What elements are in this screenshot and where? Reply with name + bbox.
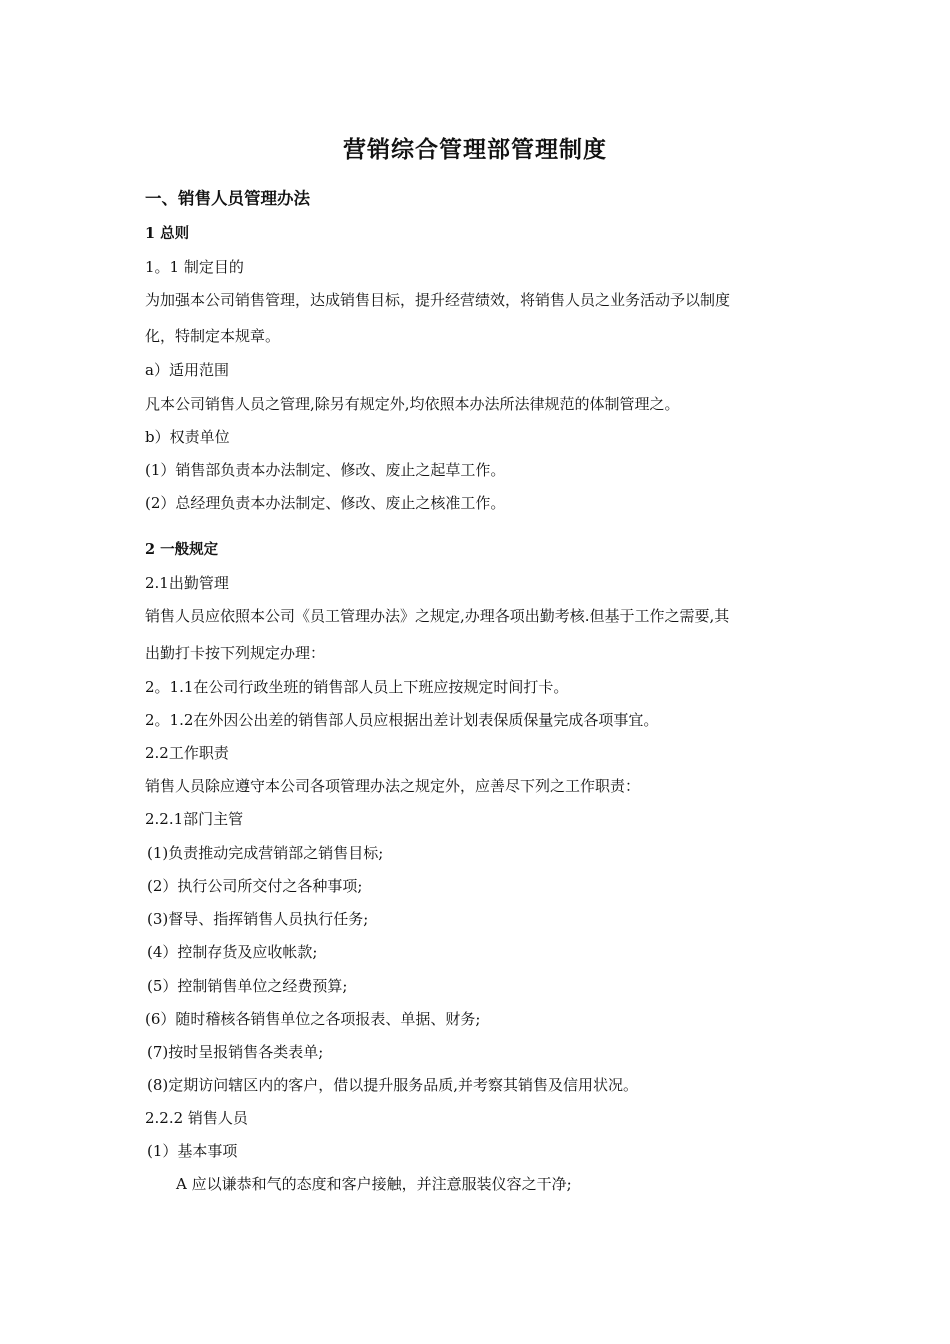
list-item: A 应以谦恭和气的态度和客户接触，并注意服装仪容之干净; [176,1175,572,1193]
paragraph-line: 1。1 制定目的 [145,258,244,276]
paragraph-line: 凡本公司销售人员之管理,除另有规定外,均依照本办法所法律规范的体制管理之。 [145,395,680,413]
list-item: (8)定期访问辖区内的客户，借以提升服务品质,并考察其销售及信用状况。 [147,1076,639,1094]
paragraph-line: 2.2工作职责 [145,744,229,762]
paragraph-line: 化，特制定本规章。 [145,327,281,345]
paragraph-line: 2。1.2在外因公出差的销售部人员应根据出差计划表保质保量完成各项事宜。 [145,711,659,729]
list-item: (3)督导、指挥销售人员执行任务; [147,910,369,928]
list-item: (2）执行公司所交付之各种事项; [147,877,363,895]
list-item: (4）控制存货及应收帐款; [147,943,318,961]
paragraph-line: 销售人员应依照本公司《员工管理办法》之规定,办理各项出勤考核.但基于工作之需要,其 [145,607,730,625]
subsection-heading: 2 一般规定 [145,541,219,558]
list-item: (7)按时呈报销售各类表单; [147,1043,324,1061]
section-heading: 一、销售人员管理办法 [145,189,310,208]
paragraph-line: 为加强本公司销售管理，达成销售目标，提升经营绩效，将销售人员之业务活动予以制度 [145,291,731,309]
paragraph-line: (1）销售部负责本办法制定、修改、废止之起草工作。 [145,461,506,479]
list-item: (1）基本事项 [147,1142,238,1160]
paragraph-line: 出勤打卡按下列规定办理： [145,644,326,662]
list-item: (6）随时稽核各销售单位之各项报表、单据、财务; [145,1010,481,1028]
list-item: (5）控制销售单位之经费预算; [147,977,348,995]
paragraph-line: b）权责单位 [145,428,230,446]
paragraph-line: 销售人员除应遵守本公司各项管理办法之规定外，应善尽下列之工作职责： [145,777,641,795]
paragraph-line: (2）总经理负责本办法制定、修改、废止之核准工作。 [145,494,506,512]
paragraph-line: 2。1.1在公司行政坐班的销售部人员上下班应按规定时间打卡。 [145,678,569,696]
paragraph-line: 2.2.1部门主管 [145,810,244,828]
paragraph-line: 2.2.2 销售人员 [145,1109,248,1127]
subsection-heading: 1 总则 [145,225,190,242]
document-title: 营销综合管理部管理制度 [343,136,607,163]
list-item: (1)负责推动完成营销部之销售目标; [147,844,384,862]
paragraph-line: 2.1出勤管理 [145,574,229,592]
paragraph-line: a）适用范围 [145,361,229,379]
